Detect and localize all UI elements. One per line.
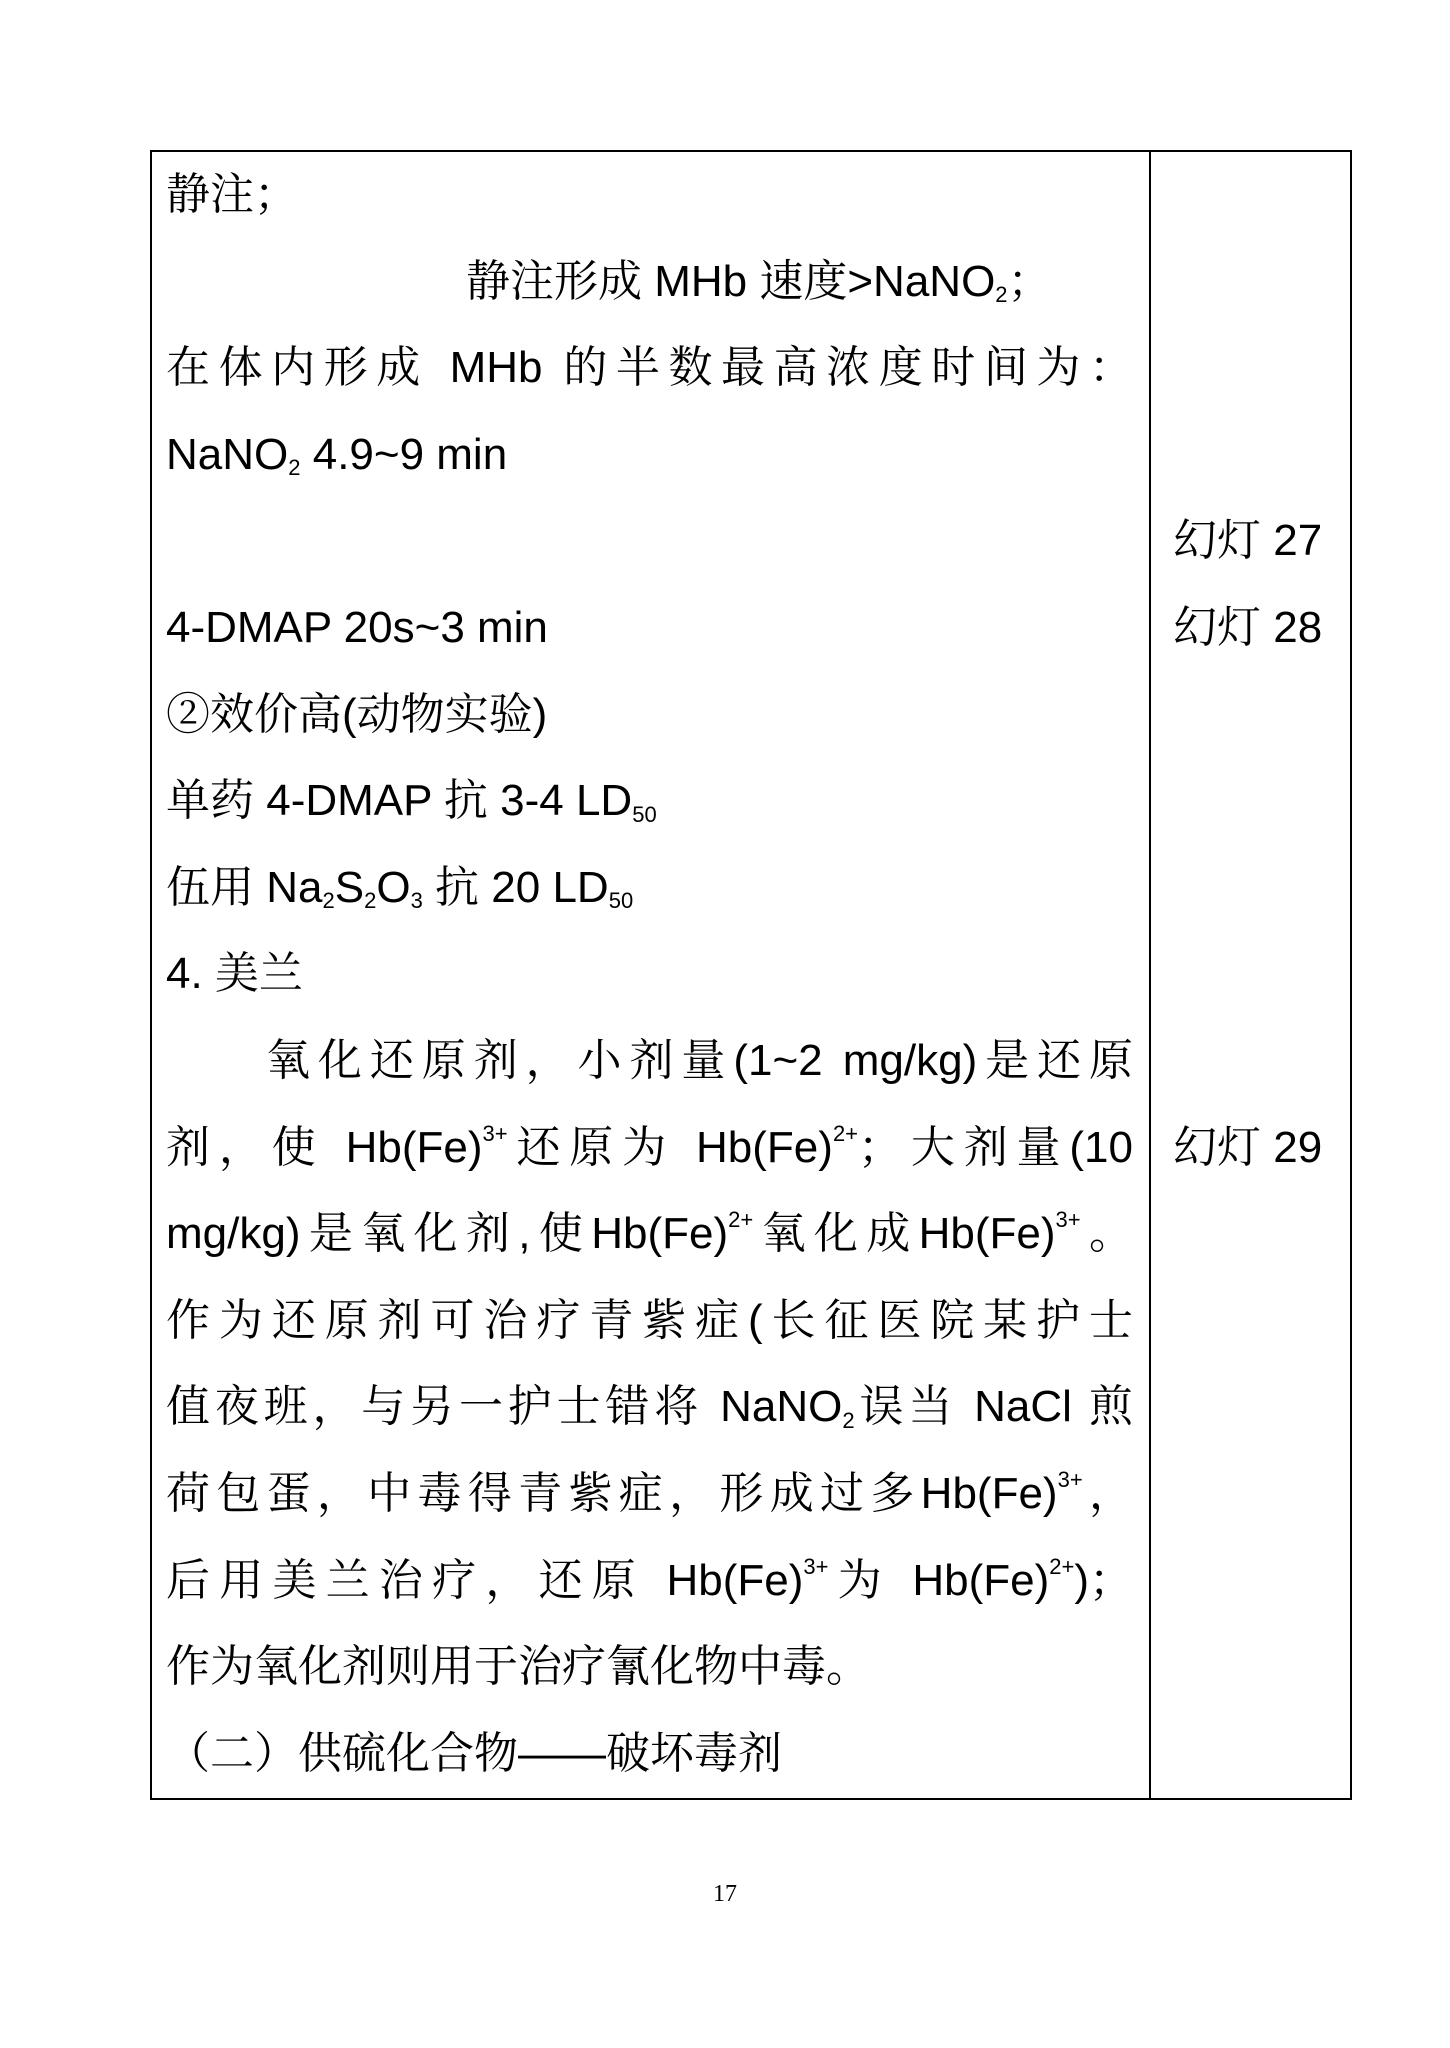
slide-note-cell [1151, 152, 1350, 239]
table-row [152, 1538, 1350, 1625]
subscript: 2 [322, 888, 335, 914]
text-line [152, 1191, 1151, 1278]
subscript: 2 [288, 455, 301, 481]
table-row [152, 412, 1350, 499]
text-line [152, 1538, 1151, 1625]
text-line [152, 1711, 1151, 1798]
slide-note: 幻灯 27 [1173, 516, 1323, 566]
text-segment: 值夜班，与另一护士错将 NaNO [166, 1382, 843, 1432]
text-line [152, 758, 1151, 845]
text-line [152, 152, 1151, 239]
subscript: 50 [632, 801, 657, 827]
text-segment: 荷包蛋，中毒得青紫症，形成过多Hb(Fe) [166, 1468, 1058, 1518]
superscript: 3+ [482, 1120, 508, 1146]
text-segment: 伍用 Na [166, 862, 323, 912]
text-segment: 在体内形成 MHb 的半数最高浓度时间为： [166, 343, 1133, 393]
text-line [152, 498, 1151, 585]
subscript: 3 [410, 888, 423, 914]
table-row [152, 672, 1350, 759]
table-row [152, 239, 1350, 326]
text-segment: ；大剂量(10 [858, 1122, 1133, 1172]
table-row [152, 152, 1350, 239]
text-segment: ； [1007, 256, 1052, 306]
slide-note-cell [1151, 758, 1350, 845]
text-line [152, 412, 1151, 499]
subscript: 2 [842, 1407, 855, 1433]
text-line [152, 845, 1151, 932]
table-row [152, 758, 1350, 845]
table-row [152, 1451, 1350, 1538]
slide-note-cell [1151, 1624, 1350, 1711]
slide-note-cell [1151, 1451, 1350, 1538]
slide-note-cell [1151, 1364, 1350, 1451]
superscript: 3+ [1055, 1207, 1081, 1233]
subscript: 2 [364, 888, 377, 914]
superscript: 2+ [728, 1207, 754, 1233]
table-row [152, 1105, 1350, 1192]
text-segment: 作为还原剂可治疗青紫症(长征医院某护士 [166, 1295, 1133, 1345]
slide-note-cell [1151, 1711, 1350, 1798]
text-line [152, 1451, 1151, 1538]
text-line [152, 1624, 1151, 1711]
superscript: 3+ [803, 1553, 829, 1579]
text-line [152, 1278, 1151, 1365]
text-segment: 还原为 Hb(Fe) [507, 1122, 833, 1172]
text-segment: 氧化成Hb(Fe) [753, 1209, 1056, 1259]
table-row [152, 1364, 1350, 1451]
slide-note-cell [1151, 412, 1350, 499]
text-segment: )； [1074, 1555, 1133, 1605]
slide-note-cell [1151, 239, 1350, 326]
text-segment: 氧化还原剂，小剂量(1~2 mg/kg)是还原 [266, 1035, 1133, 1085]
text-segment: 4.9~9 min [300, 429, 508, 479]
text-segment: 作为氧化剂则用于治疗氰化物中毒。 [166, 1642, 870, 1692]
table-row [152, 1278, 1350, 1365]
table-row [152, 498, 1350, 585]
text-segment: ②效价高(动物实验) [166, 689, 548, 739]
text-segment: mg/kg)是氧化剂,使Hb(Fe) [166, 1209, 729, 1259]
table-row [152, 845, 1350, 932]
text-segment: 为 Hb(Fe) [828, 1555, 1050, 1605]
text-segment: 。 [1080, 1209, 1133, 1259]
text-line [152, 1018, 1151, 1105]
slide-note-cell [1151, 1018, 1350, 1105]
text-segment: 4. 美兰 [166, 949, 303, 999]
slide-note-cell [1151, 1191, 1350, 1278]
text-line [152, 672, 1151, 759]
text-segment: 剂，使 Hb(Fe) [166, 1122, 483, 1172]
slide-note-cell [1151, 1278, 1350, 1365]
table-row [152, 1624, 1350, 1711]
text-segment: NaNO [166, 429, 289, 479]
page-number: 17 [713, 1881, 737, 1907]
slide-note: 幻灯 29 [1173, 1122, 1323, 1172]
slide-note: 幻灯 28 [1173, 602, 1323, 652]
text-segment: 4-DMAP 20s~3 min [166, 602, 548, 652]
superscript: 2+ [832, 1120, 859, 1146]
superscript: 3+ [1057, 1467, 1083, 1493]
table-row [152, 1711, 1350, 1798]
text-line [152, 239, 1151, 326]
table-rows [152, 152, 1350, 1797]
table-row [152, 1018, 1350, 1105]
text-segment: 单药 4-DMAP 抗 3-4 LD [166, 776, 633, 826]
text-segment: S [334, 862, 365, 912]
table-row [152, 931, 1350, 1018]
text-line [152, 1364, 1151, 1451]
slide-note-cell [1151, 325, 1350, 412]
text-segment: O [376, 862, 411, 912]
text-segment: 后用美兰治疗，还原 Hb(Fe) [166, 1555, 804, 1605]
table-row [152, 585, 1350, 672]
text-segment: 抗 20 LD [422, 862, 609, 912]
text-line [152, 585, 1151, 672]
text-segment: 误当 NaCl 煎 [854, 1382, 1133, 1432]
slide-note-cell [1151, 1538, 1350, 1625]
text-line [152, 1105, 1151, 1192]
subscript: 50 [608, 888, 634, 914]
table-row [152, 325, 1350, 412]
text-segment: ， [1082, 1468, 1133, 1518]
superscript: 2+ [1049, 1553, 1075, 1579]
text-line [152, 931, 1151, 1018]
slide-note-cell [1151, 672, 1350, 759]
table-row [152, 1191, 1350, 1278]
subscript: 2 [995, 282, 1008, 308]
text-segment: 静注； [166, 170, 298, 219]
slide-note-cell [1151, 845, 1350, 932]
text-segment: 静注形成 MHb 速度>NaNO [466, 256, 996, 306]
text-line [152, 325, 1151, 412]
content-table [150, 150, 1352, 1800]
slide-note-cell [1151, 931, 1350, 1018]
text-segment: （二）供硫化合物——破坏毒剂 [166, 1728, 782, 1778]
